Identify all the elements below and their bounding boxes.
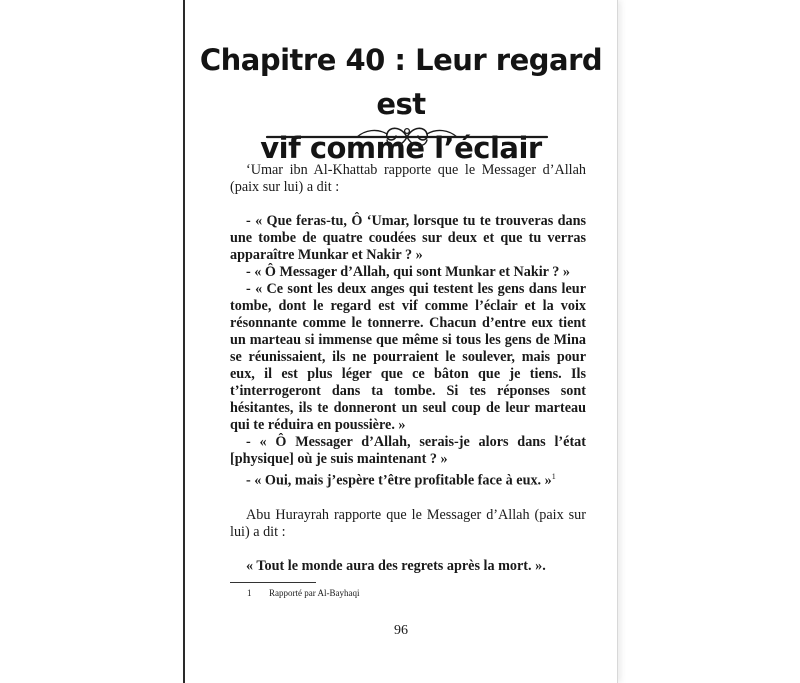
footnote-text: Rapporté par Al-Bayhaqi bbox=[269, 588, 360, 598]
dialogue-line-5: - « Oui, mais j’espère t’être profitable face à eux. »$^1$ bbox=[246, 472, 556, 489]
footnote-number: 1 bbox=[247, 588, 252, 598]
book-page bbox=[183, 0, 618, 683]
footnote-reference: 1 bbox=[551, 472, 556, 481]
second-hadith-intro: Abu Hurayrah rapporte que le Messager d’Allah (paix sur lui) a dit : bbox=[230, 506, 586, 540]
ornament-divider-icon bbox=[265, 122, 549, 152]
hadith-intro: ‘Umar ibn Al-Khattab rapporte que le Messager d’Allah (paix sur lui) a dit : bbox=[230, 162, 586, 195]
dialogue-line-4: - « Ô Messager d’Allah, serais-je alors dans l’état [physique] où je suis maintenant ? » bbox=[230, 434, 586, 467]
footnote bbox=[247, 587, 359, 599]
dialogue-line-1: - « Que feras-tu, Ô ‘Umar, lorsque tu te trouveras dans une tombe de quatre coudées sur deux et que tu verras apparaître Munkar et Nakir ? » bbox=[230, 213, 586, 263]
chapter-body bbox=[230, 162, 586, 575]
page-number: 96 bbox=[394, 623, 408, 638]
footnote-divider bbox=[230, 582, 316, 583]
dialogue-line-2: - « Ô Messager d’Allah, qui sont Munkar et Nakir ? » bbox=[246, 264, 570, 280]
dialogue-line-3: - « Ce sont les deux anges qui testent les gens dans leur tombe, dont le regard est vif comme l’éclair et la voix résonnante comme le tonnerre. Chacun d’entre eux tient un marteau si immense que même si tous les gens de Mina se réunissaient, ils ne pourraient le soulever, mais pour eux, il est plus léger que ce bâton que je tiens. Ils t’interrogeront dans ta tombe. Si tes réponses sont hésitantes, ils te donneront un seul coup de leur marteau qui te réduira en poussière. » bbox=[230, 281, 586, 433]
chapter-title-line-2: vif comme l’éclair bbox=[260, 131, 542, 165]
chapter-title-line-1: Chapitre 40 : Leur regard est bbox=[199, 43, 603, 121]
hadith-quote: « Tout le monde aura des regrets après la mort. ». bbox=[246, 557, 546, 574]
